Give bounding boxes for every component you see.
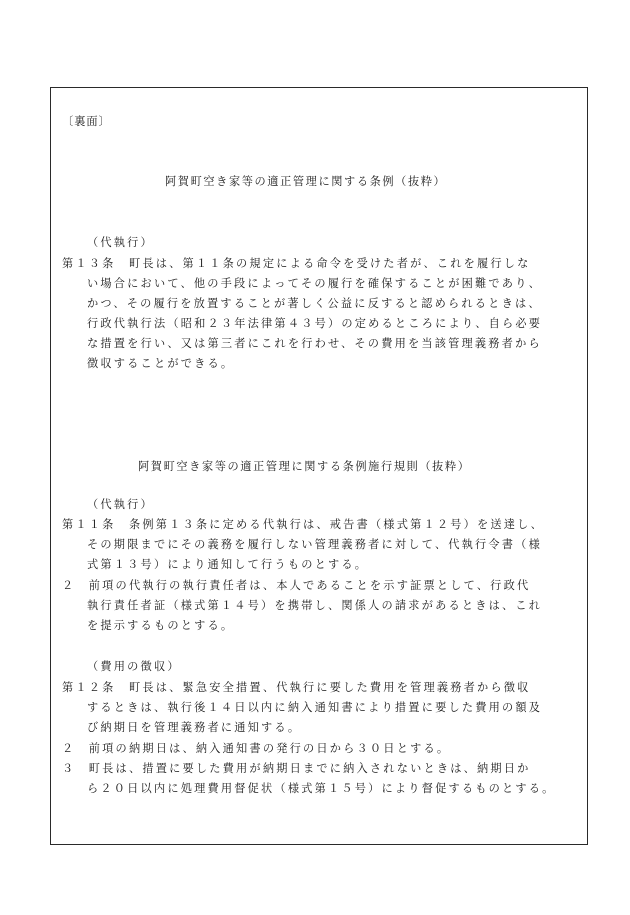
regulation-article-12-line: ら２０日以内に処理費用督促状（様式第１５号）により督促するものとする。 [87, 782, 556, 795]
regulation-article-12-line: するときは、執行後１４日以内に納入通知書により措置に要した費用の額及 [87, 701, 543, 714]
regulation-article-11-line: 第１１条 条例第１３条に定める代執行は、戒告書（様式第１２号）を送達し、 [62, 518, 544, 531]
regulation-article-11-line: を提示するものとする。 [87, 619, 235, 632]
regulation-article-11-line: 執行責任者証（様式第１４号）を携帯し、関係人の請求があるときは、これ [87, 599, 543, 612]
regulation-article-12-line: ２ 前項の納期日は、納入通知書の発行の日から３０日とする。 [62, 742, 451, 755]
regulation-article-11-line: その期限までにその義務を履行しない管理義務者に対して、代執行令書（様 [87, 538, 542, 551]
regulation-article-12-line: ３ 町長は、措置に要した費用が納期日までに納入されないときは、納期日か [62, 762, 531, 775]
article-caption-hiyou: （費用の徴収） [87, 660, 181, 673]
ordinance-article-13-line: 第１３条 町長は、第１１条の規定による命令を受けた者が、これを履行しな [62, 257, 531, 270]
ordinance-article-13-line: 徴収することができる。 [87, 357, 235, 370]
article-caption-daishikko-rule: （代執行） [87, 498, 154, 511]
regulation-title: 阿賀町空き家等の適正管理に関する条例施行規則（抜粋） [138, 460, 471, 473]
ordinance-article-13-line: かつ、その履行を放置することが著しく公益に反すると認められるときは、 [87, 297, 542, 310]
side-label: 〔裏面〕 [62, 115, 111, 128]
article-caption-daishikko: （代執行） [87, 236, 154, 249]
regulation-article-11-line: 式第１３号）により通知して行うものとする。 [87, 558, 369, 571]
ordinance-article-13-line: 行政代執行法（昭和２３年法律第４３号）の定めるところにより、自ら必要 [87, 317, 543, 330]
regulation-article-12-line: び納期日を管理義務者に通知する。 [87, 721, 302, 734]
regulation-article-11-line: ２ 前項の代執行の執行責任者は、本人であることを示す証票として、行政代 [62, 579, 531, 592]
regulation-article-12-line: 第１２条 町長は、緊急安全措置、代執行に要した費用を管理義務者から徴収 [62, 681, 531, 694]
ordinance-title: 阿賀町空き家等の適正管理に関する条例（抜粋） [165, 175, 447, 188]
ordinance-article-13-line: な措置を行い、又は第三者にこれを行わせ、その費用を当該管理義務者から [87, 337, 542, 350]
ordinance-article-13-line: い場合において、他の手段によってその履行を確保することが困難であり、 [87, 277, 542, 290]
